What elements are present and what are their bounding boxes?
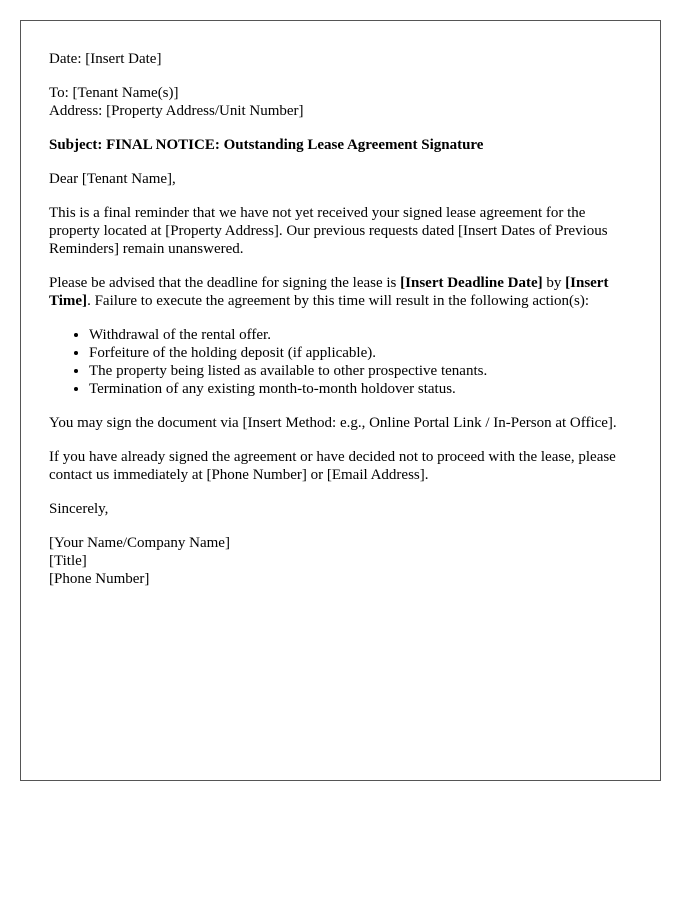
signature-block (49, 534, 632, 588)
closing: Sincerely, (49, 501, 109, 517)
signature-phone: [Phone Number] (49, 571, 150, 587)
paragraph-reminder: This is a final reminder that we have not yet received your signed lease agreement for the property located at [Property Address]. Our previous requests dated [Insert Dates of Previous Reminders] remain unanswered. (49, 205, 608, 257)
deadline-time: [Insert Time] (49, 275, 609, 309)
header-block (49, 50, 632, 68)
actions-list (49, 326, 632, 398)
list-item: • Termination of any existing month-to-month holdover status. (89, 380, 632, 398)
letter-page (20, 20, 661, 781)
deadline-text-2: by (542, 275, 566, 291)
subject-line: Subject: FINAL NOTICE: Outstanding Lease Agreement Signature (49, 137, 484, 153)
list-item: • Withdrawal of the rental offer. (89, 326, 632, 344)
address-line: Address: [Property Address/Unit Number] (49, 103, 304, 119)
signature-name: [Your Name/Company Name] (49, 535, 230, 551)
to-line: To: [Tenant Name(s)] (49, 85, 179, 101)
paragraph-sign-method: You may sign the document via [Insert Method: e.g., Online Portal Link / In-Person at Office]. (49, 415, 617, 431)
salutation: Dear [Tenant Name], (49, 171, 176, 187)
list-item: • The property being listed as available to other prospective tenants. (89, 362, 632, 380)
deadline-text-3: . Failure to execute the agreement by this time will result in the following action(s): (87, 293, 590, 309)
deadline-text-1: Please be advised that the deadline for signing the lease is (49, 275, 401, 291)
list-item: • Forfeiture of the holding deposit (if applicable). (89, 344, 632, 362)
deadline-date: [Insert Deadline Date] (400, 275, 543, 291)
paragraph-contact: If you have already signed the agreement or have decided not to proceed with the lease, please contact us immediately at [Phone Number] or [Email Address]. (49, 449, 616, 483)
signature-title: [Title] (49, 553, 87, 569)
recipient-block (49, 84, 632, 120)
paragraph-deadline (49, 274, 632, 310)
date-line: Date: [Insert Date] (49, 51, 162, 67)
